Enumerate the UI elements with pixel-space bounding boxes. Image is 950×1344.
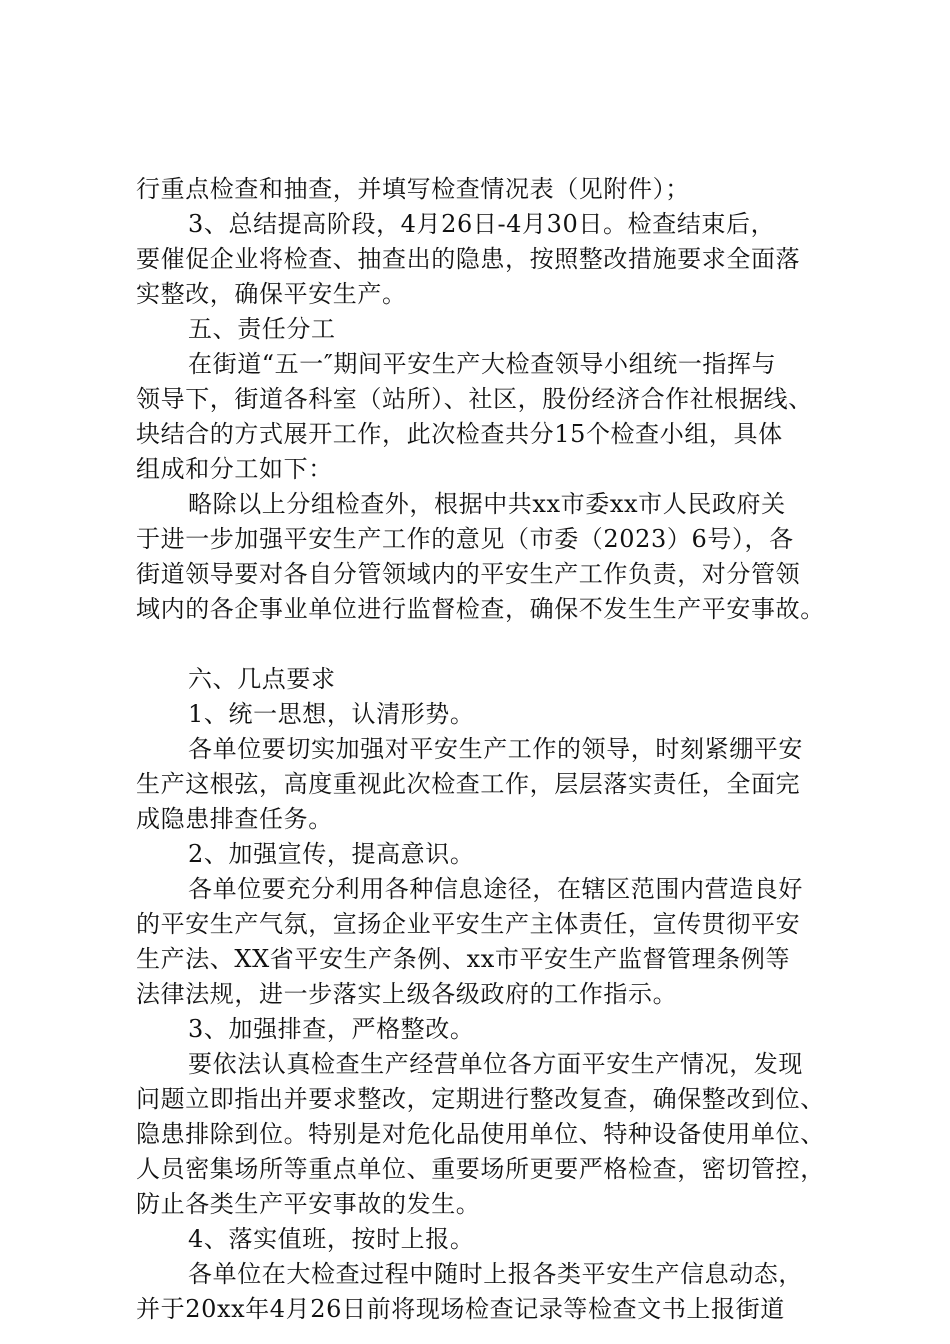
section-heading: 六、几点要求 — [188, 665, 336, 693]
paragraph-start: 略除以上分组检查外，根据中共xx市委xx市人民政府关 — [188, 490, 786, 518]
text-line: 人员密集场所等重点单位、重要场所更要严格检查，密切管控， — [136, 1155, 825, 1183]
text-line: 法律法规，进一步落实上级各级政府的工作指示。 — [136, 980, 678, 1008]
text-line: 问题立即指出并要求整改，定期进行整改复查，确保整改到位、 — [136, 1085, 825, 1113]
text-line: 成隐患排查任务。 — [136, 805, 333, 833]
text-line: 块结合的方式展开工作，此次检查共分15个检查小组，具体 — [136, 420, 783, 448]
text-line: 实整改，确保平安生产。 — [136, 280, 407, 308]
text-line: 要催促企业将检查、抽查出的隐患，按照整改措施要求全面落 — [136, 245, 801, 273]
section-heading: 五、责任分工 — [188, 315, 336, 343]
text-line: 并于20xx年4月26日前将现场检查记录等检查文书上报街道 — [136, 1295, 785, 1323]
text-line: 组成和分工如下： — [136, 455, 333, 483]
text-line: 于进一步加强平安生产工作的意见（市委（2023）6号），各 — [136, 525, 794, 553]
text-line: 防止各类生产平安事故的发生。 — [136, 1190, 481, 1218]
paragraph-start: 各单位在大检查过程中随时上报各类平安生产信息动态， — [188, 1260, 803, 1288]
paragraph-start: 要依法认真检查生产经营单位各方面平安生产情况，发现 — [188, 1050, 803, 1078]
subheading: 3、加强排查，严格整改。 — [188, 1015, 475, 1043]
paragraph-start: 各单位要切实加强对平安生产工作的领导，时刻紧绷平安 — [188, 735, 803, 763]
text-line: 域内的各企事业单位进行监督检查，确保不发生生产平安事故。 — [136, 595, 825, 623]
text-line: 隐患排除到位。特别是对危化品使用单位、特种设备使用单位、 — [136, 1120, 825, 1148]
text-line: 行重点检查和抽查，并填写检查情况表（见附件）； — [136, 175, 690, 203]
text-line: 领导下，街道各科室（站所）、社区，股份经济合作社根据线、 — [136, 385, 813, 413]
text-line: 街道领导要对各自分管领域内的平安生产工作负责，对分管领 — [136, 560, 801, 588]
paragraph-gap — [136, 627, 836, 662]
document-body — [136, 172, 836, 1327]
subheading: 4、落实值班，按时上报。 — [188, 1225, 475, 1253]
subheading: 2、加强宣传，提高意识。 — [188, 840, 475, 868]
text-line: 生产法、XX省平安生产条例、xx市平安生产监督管理条例等 — [136, 945, 791, 973]
paragraph-start: 在街道“五一″期间平安生产大检查领导小组统一指挥与 — [188, 350, 777, 378]
list-item: 3、总结提高阶段，4月26日-4月30日。检查结束后， — [188, 210, 776, 238]
paragraph-start: 各单位要充分利用各种信息途径，在辖区范围内营造良好 — [188, 875, 803, 903]
text-line: 的平安生产气氛，宣扬企业平安生产主体责任，宣传贯彻平安 — [136, 910, 801, 938]
subheading: 1、统一思想，认清形势。 — [188, 700, 475, 728]
text-line: 生产这根弦，高度重视此次检查工作，层层落实责任，全面完 — [136, 770, 801, 798]
